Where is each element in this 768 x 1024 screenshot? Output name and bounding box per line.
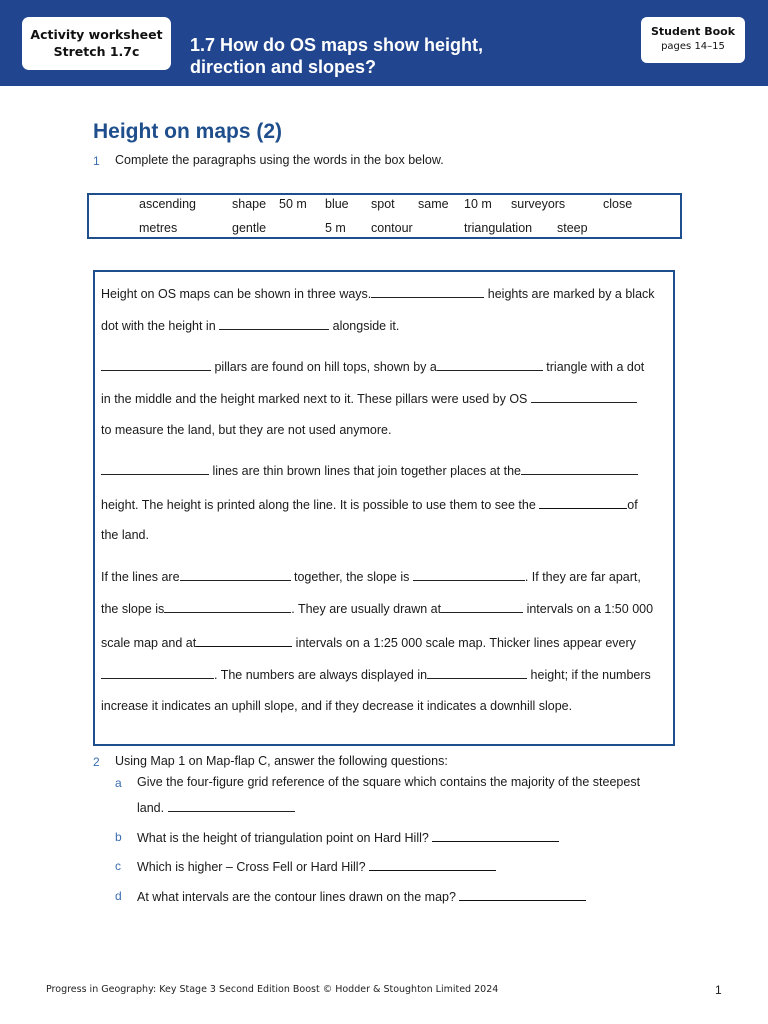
page-number: 1 [715, 983, 722, 997]
footer-copyright: Progress in Geography: Key Stage 3 Second Edition Boost © Hodder & Stoughton Limited 2024 [46, 984, 499, 995]
answer-blank[interactable] [371, 285, 484, 298]
sub-question-letter-c: c [115, 859, 121, 873]
text: the slope is [101, 602, 165, 616]
page-title [190, 34, 610, 78]
page-title-line1: 1.7 How do OS maps show height, [190, 35, 484, 55]
student-book-label: Student Book [650, 25, 736, 38]
question-1-text: Complete the paragraphs using the words in the box below. [115, 153, 444, 167]
text: in the middle and the height marked next to it. These pillars were used by OS [101, 392, 531, 406]
text: heights are marked by a black [484, 287, 655, 301]
answer-blank[interactable] [168, 799, 295, 812]
answer-blank[interactable] [441, 600, 523, 613]
paragraph-line [101, 462, 638, 478]
sub-question-letter-d: d [115, 889, 122, 903]
text: Which is higher – Cross Fell or Hard Hill? [137, 860, 370, 874]
paragraph-line: the land. [101, 528, 149, 542]
sub-question-letter-b: b [115, 830, 122, 844]
word-item: contour [371, 221, 413, 235]
paragraph-line [101, 390, 637, 406]
worksheet-type: Activity worksheet [30, 27, 163, 42]
word-item: blue [325, 197, 349, 211]
worksheet-label-box [22, 17, 171, 70]
question-2-text: Using Map 1 on Map-flap C, answer the following questions: [115, 754, 448, 768]
word-item: shape [232, 197, 267, 211]
text: pillars are found on hill tops, shown by a [211, 360, 437, 374]
sub-question-letter-a: a [115, 776, 122, 790]
paragraph-line [101, 634, 636, 650]
text: triangle with a dot [542, 360, 645, 374]
text: alongside it. [329, 319, 400, 333]
text: land. [137, 801, 168, 815]
answer-blank[interactable] [427, 666, 527, 679]
text: height; if the numbers [527, 668, 651, 682]
answer-blank[interactable] [219, 317, 329, 330]
paragraph-line [101, 496, 638, 512]
student-book-box [641, 17, 745, 63]
answer-blank[interactable] [180, 568, 291, 581]
page-title-line2: direction and slopes? [190, 57, 377, 77]
answer-blank[interactable] [101, 666, 214, 679]
word-item: close [603, 197, 633, 211]
answer-blank[interactable] [101, 462, 209, 475]
text: lines are thin brown lines that join together places at the [209, 464, 521, 478]
paragraph-line [101, 568, 641, 584]
word-item: surveyors [511, 197, 566, 211]
word-item: ascending [139, 197, 196, 211]
paragraph-line [101, 666, 651, 682]
word-item: 10 m [464, 197, 492, 211]
header-banner [0, 0, 768, 86]
word-item: 5 m [325, 221, 346, 235]
answer-blank[interactable] [413, 568, 525, 581]
word-item: metres [139, 221, 178, 235]
section-title: Height on maps (2) [93, 120, 283, 143]
answer-blank[interactable] [437, 358, 543, 371]
text: . The numbers are always displayed in [214, 668, 428, 682]
paragraph-line: to measure the land, but they are not used anymore. [101, 423, 392, 437]
worksheet-code: Stretch 1.7c [53, 44, 140, 59]
paragraph-line [101, 317, 399, 333]
paragraph-line [101, 600, 653, 616]
text: dot with the height in [101, 319, 220, 333]
text: . If they are far apart, [524, 570, 641, 584]
answer-blank[interactable] [432, 829, 559, 842]
answer-blank[interactable] [369, 858, 496, 871]
text: . They are usually drawn at [291, 602, 442, 616]
word-item: spot [371, 197, 395, 211]
text: At what intervals are the contour lines drawn on the map? [137, 890, 460, 904]
paragraph-line [101, 285, 655, 301]
sub-question-c [137, 858, 496, 874]
text: Height on OS maps can be shown in three ways. [101, 287, 372, 301]
word-item: 50 m [279, 197, 307, 211]
student-book-pages: pages 14–15 [661, 41, 725, 52]
paragraph-line [101, 358, 644, 374]
answer-blank[interactable] [521, 462, 638, 475]
question-number-2: 2 [93, 755, 100, 769]
text: intervals on a 1:50 000 [523, 602, 654, 616]
text: of [627, 498, 638, 512]
question-number-1: 1 [93, 154, 100, 168]
text: scale map and at [101, 636, 197, 650]
answer-blank[interactable] [164, 600, 291, 613]
answer-blank[interactable] [539, 496, 627, 509]
answer-blank[interactable] [459, 888, 586, 901]
text: intervals on a 1:25 000 scale map. Thicker lines appear every [292, 636, 636, 650]
sub-question-d [137, 888, 586, 904]
word-item: triangulation [464, 221, 533, 235]
text: together, the slope is [290, 570, 413, 584]
sub-question-b [137, 829, 559, 845]
text: height. The height is printed along the line. It is possible to use them to see the [101, 498, 540, 512]
word-item: steep [557, 221, 588, 235]
paragraph-line: increase it indicates an uphill slope, and if they decrease it indicates a downhill slope. [101, 699, 573, 713]
answer-blank[interactable] [531, 390, 637, 403]
text: If the lines are [101, 570, 180, 584]
word-item: same [418, 197, 449, 211]
answer-blank[interactable] [196, 634, 292, 647]
sub-question-a-continued [137, 799, 295, 815]
word-item: gentle [232, 221, 267, 235]
answer-blank[interactable] [101, 358, 211, 371]
text: What is the height of triangulation point on Hard Hill? [137, 831, 433, 845]
sub-question-a-text: Give the four-figure grid reference of the square which contains the majority of the steepest [137, 775, 641, 789]
